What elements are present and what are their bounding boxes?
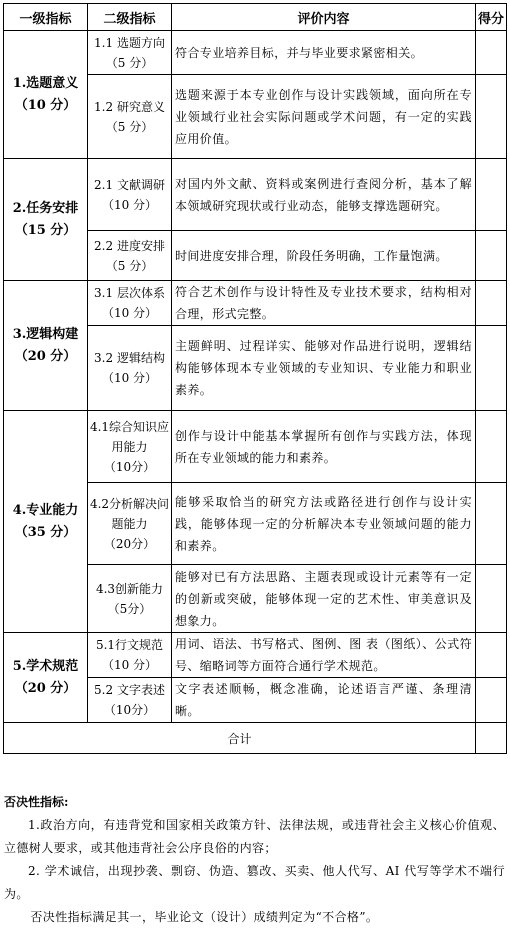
level1-points: （10 分） — [14, 97, 77, 113]
score-cell[interactable] — [476, 326, 507, 411]
level1-indicator — [4, 411, 88, 633]
evaluation-content: 符合艺术创作与设计特性及专业技术要求，结构相对合理，形式完整。 — [172, 281, 476, 326]
level1-points: （20 分） — [14, 348, 77, 364]
level2-name: 3.2 逻辑结构 — [94, 351, 165, 365]
header-level2: 二级指标 — [88, 4, 172, 31]
level2-name: 4.2分析解决问题能力 — [89, 496, 170, 531]
level2-indicator — [88, 159, 172, 231]
score-cell[interactable] — [476, 231, 507, 281]
score-cell[interactable] — [476, 281, 507, 326]
score-cell[interactable] — [476, 633, 507, 678]
level1-points: （20 分） — [14, 680, 77, 696]
level2-indicator — [88, 75, 172, 159]
score-cell[interactable] — [476, 678, 507, 723]
score-cell[interactable] — [476, 411, 507, 483]
header-score: 得分 — [476, 4, 507, 31]
table-row — [4, 31, 507, 75]
table-row — [4, 633, 507, 678]
level1-indicator — [4, 633, 88, 723]
evaluation-content: 主题鲜明、过程详实、能够对作品进行说明，逻辑结构能够体现本专业领域的专业知识、专业能力和职业素养。 — [172, 326, 476, 411]
veto-indicators — [4, 791, 505, 929]
score-cell[interactable] — [476, 31, 507, 75]
veto-item-2: 2. 学术诚信，出现抄袭、剽窃、伪造、篡改、买卖、他人代写、AI 代写等学术不端行为。 — [4, 864, 505, 901]
level1-points: （15 分） — [14, 222, 77, 238]
evaluation-content: 能够采取恰当的研究方法或路径进行创作与设计实践，能够体现一定的分析解决本专业领域问题的能力和素养。 — [172, 483, 476, 565]
level1-name: 2.任务安排 — [12, 200, 79, 216]
evaluation-content: 文字表述顺畅，概念准确，论述语言严谨、条理清晰。 — [172, 678, 476, 723]
level2-name: 1.2 研究意义 — [94, 99, 165, 114]
evaluation-content: 能够对已有方法思路、主题表现或设计元素等有一定的创新或突破，能够体现一定的艺术性、审美意识及想象力。 — [172, 565, 476, 633]
level2-name: 5.2 文字表述 — [94, 683, 165, 697]
level1-name: 4.专业能力 — [12, 502, 79, 518]
level1-indicator — [4, 281, 88, 411]
level2-name: 3.1 层次体系 — [94, 286, 165, 300]
level2-points: （10分） — [103, 703, 156, 717]
level1-indicator — [4, 31, 88, 159]
level2-points: （5分） — [107, 601, 152, 616]
evaluation-content: 对国内外文献、资料或案例进行查阅分析，基本了解本领域研究现状或行业动态，能够支撑选题研究。 — [172, 159, 476, 231]
level1-points: （35 分） — [14, 524, 77, 540]
total-row — [4, 723, 507, 754]
level2-points: （5 分） — [105, 258, 154, 273]
score-cell[interactable] — [476, 75, 507, 159]
table-row — [4, 281, 507, 326]
table-header-row — [4, 4, 507, 31]
level2-name: 5.1行文规范 — [95, 638, 164, 652]
level2-points: （10 分） — [101, 197, 158, 212]
total-score-cell[interactable] — [476, 723, 507, 754]
level2-points: （5 分） — [105, 55, 154, 70]
level2-points: （5 分） — [105, 119, 154, 134]
level2-points: （20分） — [103, 536, 156, 551]
level2-points: （10分） — [103, 459, 156, 474]
veto-conclusion: 否决性指标满足其一，毕业论文（设计）成绩判定为“不合格”。 — [30, 910, 379, 924]
evaluation-content: 选题来源于本专业创作与设计实践领域，面向所在专业领域行业社会实际问题或学术问题，有一定的实践应用价值。 — [172, 75, 476, 159]
evaluation-content: 符合专业培养目标，并与毕业要求紧密相关。 — [172, 31, 476, 75]
level2-indicator — [88, 411, 172, 483]
level2-name: 2.2 进度安排 — [94, 238, 165, 253]
level1-name: 1.选题意义 — [12, 75, 79, 91]
level2-indicator — [88, 281, 172, 326]
veto-heading: 否决性指标: — [4, 795, 69, 809]
evaluation-content: 时间进度安排合理，阶段任务明确，工作量饱满。 — [172, 231, 476, 281]
level2-points: （10 分） — [101, 658, 158, 672]
level2-name: 4.1综合知识应用能力 — [89, 419, 170, 454]
total-label: 合计 — [4, 723, 476, 754]
veto-item-1: 1.政治方向，有违背党和国家相关政策方针、法律法规，或违背社会主义核心价值观、立德树人要求，或其他违背社会公序良俗的内容； — [4, 818, 505, 855]
level2-name: 4.3创新能力 — [95, 581, 164, 596]
level1-name: 5.学术规范 — [12, 658, 79, 674]
level2-name: 2.1 文献调研 — [94, 177, 165, 192]
table-row — [4, 411, 507, 483]
header-content: 评价内容 — [172, 4, 476, 31]
table-row — [4, 159, 507, 231]
evaluation-content: 用词、语法、书写格式、图例、图 表（图纸）、公式符号、缩略词等方面符合通行学术规范。 — [172, 633, 476, 678]
level2-indicator — [88, 483, 172, 565]
level2-indicator — [88, 633, 172, 678]
level1-indicator — [4, 159, 88, 281]
level2-indicator — [88, 31, 172, 75]
level2-indicator — [88, 678, 172, 723]
evaluation-table — [3, 3, 507, 754]
score-cell[interactable] — [476, 483, 507, 565]
level2-points: （10 分） — [101, 306, 158, 320]
score-cell[interactable] — [476, 159, 507, 231]
level1-name: 3.逻辑构建 — [12, 326, 79, 342]
level2-indicator — [88, 326, 172, 411]
level2-points: （10 分） — [101, 371, 158, 385]
level2-indicator — [88, 565, 172, 633]
header-level1: 一级指标 — [4, 4, 88, 31]
level2-indicator — [88, 231, 172, 281]
level2-name: 1.1 选题方向 — [94, 35, 165, 50]
evaluation-content: 创作与设计中能基本掌握所有创作与实践方法，体现所在专业领域的能力和素养。 — [172, 411, 476, 483]
score-cell[interactable] — [476, 565, 507, 633]
